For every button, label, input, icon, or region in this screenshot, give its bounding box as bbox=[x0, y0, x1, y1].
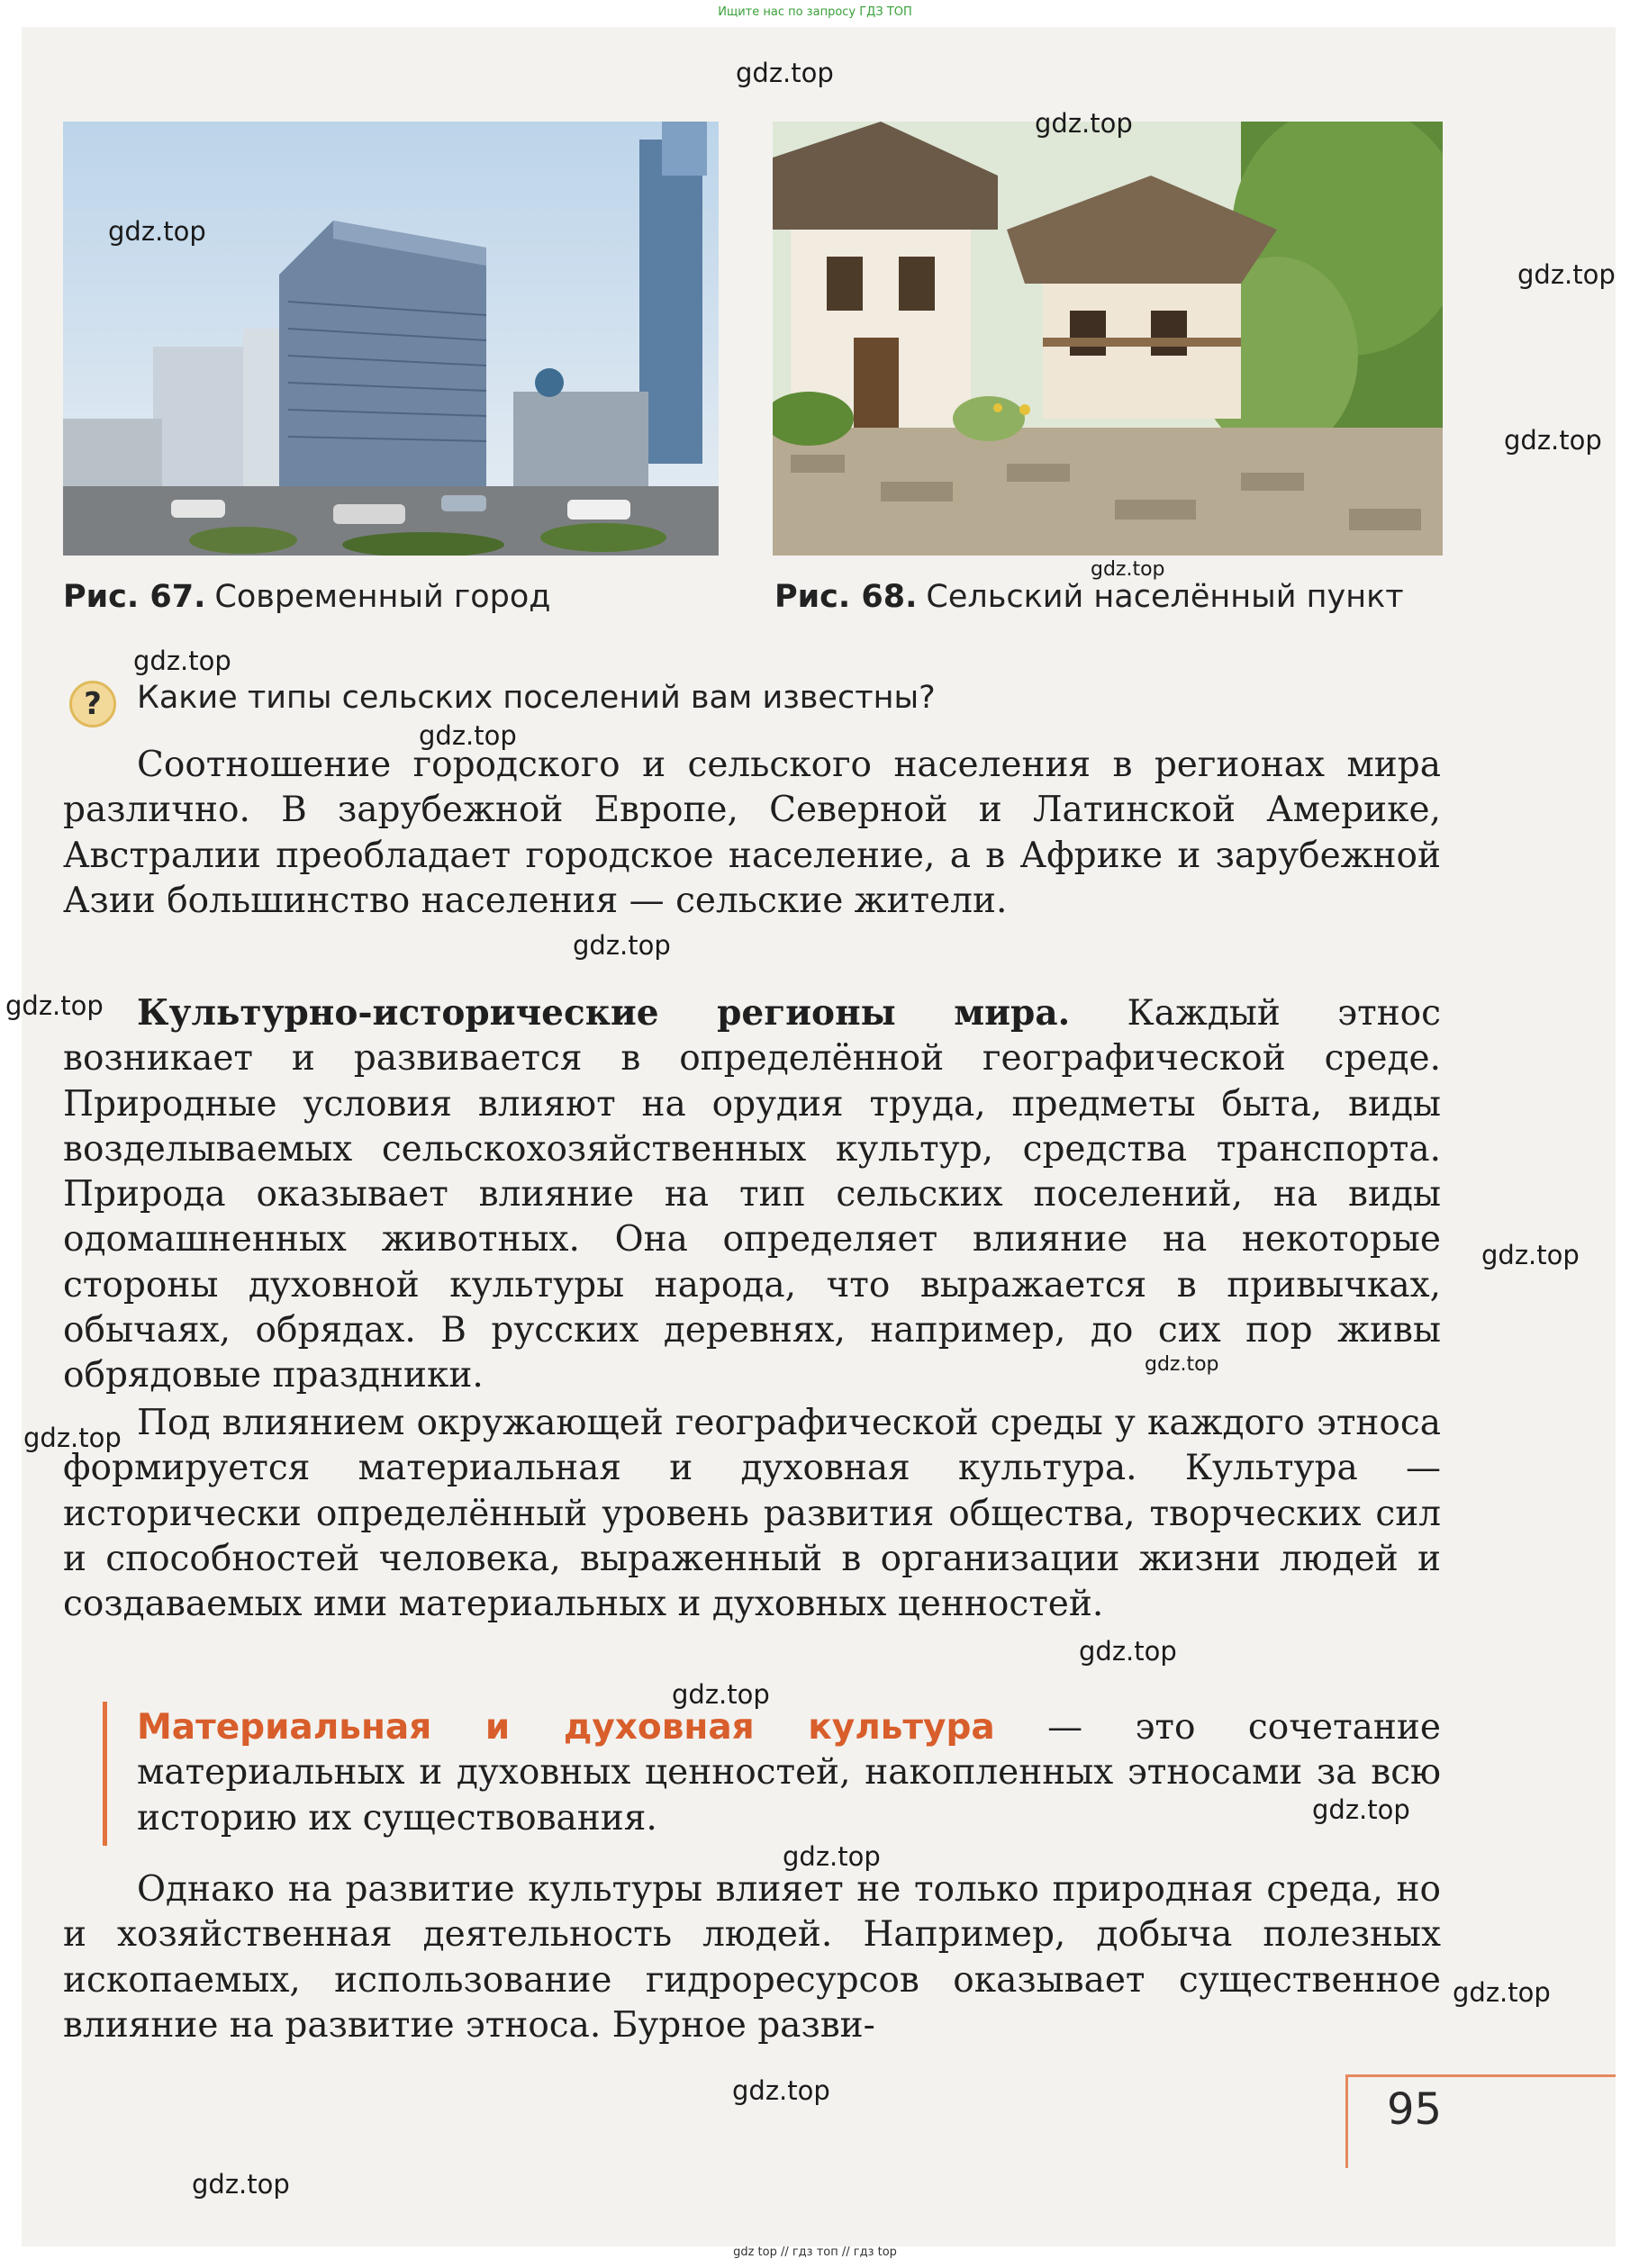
page-number-frame-top bbox=[1345, 2074, 1616, 2077]
page-number-frame-left bbox=[1345, 2074, 1348, 2168]
watermark: gdz.top bbox=[1312, 1794, 1410, 1825]
paragraph-culture: Под влиянием окружающей географической среды у каждого этноса формируется материальная и духовная культура. Культура — исторически определённый уровень развития общества, творческих сил и способностей человека, выраженный в организации жизни людей и создаваемых ими материальных и духовных ценностей. bbox=[63, 1403, 1441, 1625]
definition-term: Материальная и духовная культура bbox=[137, 1707, 995, 1748]
section-heading: Культурно-исторические регионы мира. bbox=[137, 992, 1071, 1034]
question-text: Какие типы сельских поселений вам известны? bbox=[137, 680, 936, 716]
figure-caption-68 bbox=[774, 579, 1404, 615]
watermark: gdz.top bbox=[419, 720, 517, 751]
figure-number: Рис. 68. bbox=[774, 579, 918, 615]
photo-modern-city bbox=[63, 122, 719, 556]
paragraph-cultural-regions bbox=[63, 990, 1441, 1399]
watermark: gdz.top bbox=[192, 2169, 290, 2200]
watermark: gdz.top bbox=[672, 1679, 770, 1710]
watermark: gdz.top bbox=[1145, 1353, 1219, 1376]
definition-box bbox=[137, 1705, 1441, 1841]
figure-caption-text: Сельский населённый пункт bbox=[926, 579, 1404, 615]
watermark: gdz.top bbox=[23, 1423, 122, 1453]
watermark: gdz.top bbox=[736, 58, 834, 88]
photo-village bbox=[773, 122, 1443, 556]
watermark: gdz.top bbox=[108, 216, 206, 247]
watermark: gdz.top bbox=[1079, 1636, 1177, 1667]
watermark: gdz.top bbox=[133, 646, 231, 676]
paragraph-text: Каждый этнос возникает и развивается в определённой географической среде. Природные условия влияют на орудия труда, предметы быта, виды возделываемых сельскохозяйственных культур, средства транспорта. Природа оказывает влияние на тип сельских поселений, на виды одомашненных животных. Она определяет влияние на некоторые стороны духовной культуры народа, что выражается в привычках, обычаях, обрядах. В русских деревнях, например, до сих пор живы обрядовые праздники. bbox=[63, 993, 1442, 1396]
watermark: gdz.top bbox=[783, 1841, 881, 1872]
watermark: gdz.top bbox=[1517, 259, 1616, 290]
figure-caption-67 bbox=[63, 579, 550, 615]
top-note: Ищите нас по запросу ГДЗ ТОП bbox=[718, 5, 912, 19]
bottom-note: gdz top // гдз топ // гдз top bbox=[733, 2245, 897, 2259]
definition-bar bbox=[103, 1702, 107, 1846]
watermark: gdz.top bbox=[1035, 108, 1133, 139]
watermark: gdz.top bbox=[1091, 558, 1165, 581]
city-illustration bbox=[63, 122, 719, 556]
watermark: gdz.top bbox=[5, 990, 104, 1021]
question-icon: ? bbox=[69, 681, 116, 727]
page-number: 95 bbox=[1387, 2084, 1443, 2135]
figure-caption-text: Современный город bbox=[214, 579, 551, 615]
watermark: gdz.top bbox=[573, 930, 671, 961]
paragraph-economy: Однако на развитие культуры влияет не только природная среда, но и хозяйственная деятельность людей. Например, добыча полезных ископаемых, использование гидроресурсов оказывает существенное влияние на развитие этноса. Бурное разви- bbox=[63, 1869, 1441, 2046]
definition-text: — это сочетание материальных и духовных ценностей, накопленных этносами за всю историю их существования. bbox=[137, 1707, 1441, 1839]
watermark: gdz.top bbox=[1481, 1240, 1580, 1270]
paragraph-population: Соотношение городского и сельского населения в регионах мира различно. В зарубежной Европе, Северной и Латинской Америке, Австралии преобладает городское население, а в Африке и зарубежной Азии большинство населения — сельские жители. bbox=[63, 745, 1441, 921]
watermark: gdz.top bbox=[1504, 425, 1602, 456]
figure-number: Рис. 67. bbox=[63, 579, 206, 615]
watermark: gdz.top bbox=[1453, 1977, 1551, 2008]
village-illustration bbox=[773, 122, 1443, 556]
watermark: gdz.top bbox=[732, 2075, 830, 2106]
